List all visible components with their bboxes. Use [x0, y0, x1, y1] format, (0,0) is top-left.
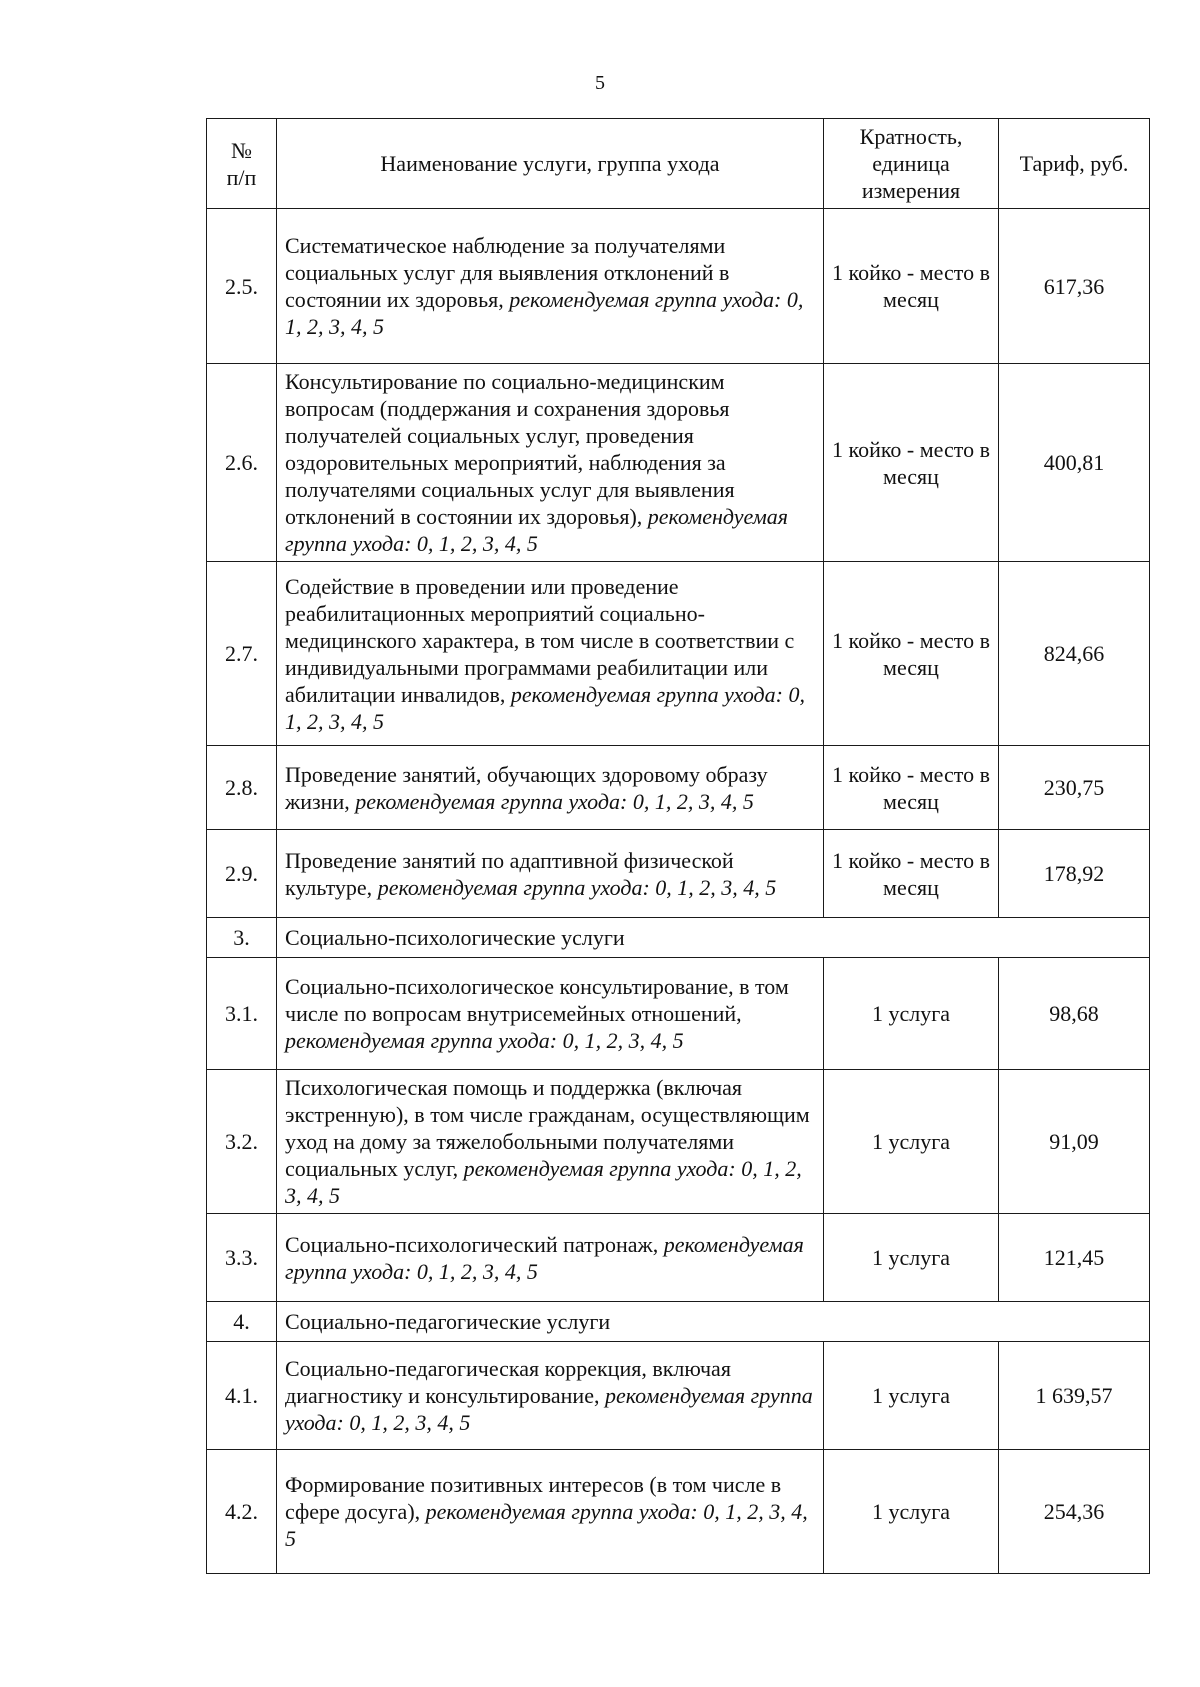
section-row	[207, 918, 1150, 958]
service-name: Социально-педагогическая коррекция, включая диагностику и консультирование,	[285, 1356, 731, 1408]
row-num: 2.5.	[207, 209, 277, 364]
row-tariff: 230,75	[999, 746, 1150, 830]
care-group: рекомендуемая группа ухода: 0, 1, 2, 3, 4, 5	[285, 1231, 804, 1284]
row-tariff: 91,09	[999, 1070, 1150, 1214]
service-name: Социально-психологический патронаж,	[285, 1231, 664, 1257]
row-name	[277, 1070, 824, 1214]
table-row	[207, 746, 1150, 830]
row-tariff: 400,81	[999, 364, 1150, 562]
row-tariff: 617,36	[999, 209, 1150, 364]
row-tariff: 1 639,57	[999, 1342, 1150, 1450]
table-row	[207, 209, 1150, 364]
service-name: Психологическая помощь и поддержка (включая экстренную), в том числе гражданам, осуществляющим уход на дому за тяжелобольными получателями социальных услуг,	[285, 1075, 810, 1181]
row-name	[277, 1342, 824, 1450]
row-unit: 1 койко - место в месяц	[824, 562, 999, 746]
row-name	[277, 1450, 824, 1574]
page-number: 5	[595, 72, 605, 94]
table-header-row	[207, 119, 1150, 209]
service-name: Проведение занятий, обучающих здоровому образу жизни,	[285, 761, 768, 814]
row-unit: 1 койко - место в месяц	[824, 209, 999, 364]
row-tariff: 254,36	[999, 1450, 1150, 1574]
row-name	[277, 958, 824, 1070]
row-unit: 1 койко - место в месяц	[824, 830, 999, 918]
section-row	[207, 1302, 1150, 1342]
table-row	[207, 364, 1150, 562]
care-group: рекомендуемая группа ухода: 0, 1, 2, 3, 4, 5	[285, 1156, 802, 1208]
care-group: рекомендуемая группа ухода: 0, 1, 2, 3, 4, 5	[285, 1383, 813, 1435]
row-name	[277, 364, 824, 562]
row-num: 2.9.	[207, 830, 277, 918]
care-group: рекомендуемая группа ухода: 0, 1, 2, 3, 4, 5	[355, 788, 754, 814]
row-name	[277, 746, 824, 830]
row-num: 4.1.	[207, 1342, 277, 1450]
row-tariff: 121,45	[999, 1214, 1150, 1302]
header-name: Наименование услуги, группа ухода	[277, 119, 824, 209]
row-num: 4.2.	[207, 1450, 277, 1574]
row-unit: 1 койко - место в месяц	[824, 364, 999, 562]
service-name: Социально-психологическое консультирование, в том числе по вопросам внутрисемейных отношений,	[285, 974, 789, 1026]
table-row	[207, 1342, 1150, 1450]
care-group: рекомендуемая группа ухода: 0, 1, 2, 3, 4, 5	[285, 504, 788, 556]
row-num: 2.7.	[207, 562, 277, 746]
row-num: 2.6.	[207, 364, 277, 562]
care-group: рекомендуемая группа ухода: 0, 1, 2, 3, 4, 5	[285, 1499, 808, 1551]
row-unit: 1 койко - место в месяц	[824, 746, 999, 830]
row-unit: 1 услуга	[824, 1070, 999, 1214]
row-unit: 1 услуга	[824, 1214, 999, 1302]
row-name	[277, 209, 824, 364]
table-row	[207, 1450, 1150, 1574]
care-group: рекомендуемая группа ухода: 0, 1, 2, 3, 4, 5	[377, 874, 777, 900]
row-unit: 1 услуга	[824, 1450, 999, 1574]
row-unit: 1 услуга	[824, 958, 999, 1070]
row-tariff: 98,68	[999, 958, 1150, 1070]
care-group: рекомендуемая группа ухода: 0, 1, 2, 3, 4, 5	[285, 287, 804, 339]
section-num: 3.	[207, 918, 277, 958]
row-name	[277, 830, 824, 918]
header-unit: Кратность, единица измерения	[824, 119, 999, 209]
row-name	[277, 562, 824, 746]
row-num: 2.8.	[207, 746, 277, 830]
header-tariff: Тариф, руб.	[999, 119, 1150, 209]
table-row	[207, 1070, 1150, 1214]
care-group: рекомендуемая группа ухода: 0, 1, 2, 3, 4, 5	[285, 1028, 684, 1053]
table-row	[207, 830, 1150, 918]
table-row	[207, 562, 1150, 746]
care-group: рекомендуемая группа ухода: 0, 1, 2, 3, 4, 5	[285, 681, 805, 734]
section-title: Социально-педагогические услуги	[277, 1302, 1150, 1342]
service-name: Консультирование по социально-медицинским вопросам (поддержания и сохранения здоровья получателей социальных услуг, проведения оздоровительных мероприятий, наблюдения за получателями социальных услуг для выявления отклонений в состоянии их здоровья),	[285, 369, 735, 529]
row-tariff: 824,66	[999, 562, 1150, 746]
section-title: Социально-психологические услуги	[277, 918, 1150, 958]
service-name: Проведение занятий по адаптивной физической культуре,	[285, 847, 734, 900]
tariff-table	[206, 118, 1150, 1574]
row-unit: 1 услуга	[824, 1342, 999, 1450]
row-num: 3.3.	[207, 1214, 277, 1302]
section-num: 4.	[207, 1302, 277, 1342]
row-tariff: 178,92	[999, 830, 1150, 918]
service-name: Содействие в проведении или проведение реабилитационных мероприятий социально-медицинского характера, в том числе в соответствии с индивидуальными программами реабилитации или абилитации инвалидов,	[285, 573, 795, 707]
service-name: Формирование позитивных интересов (в том числе в сфере досуга),	[285, 1472, 782, 1524]
row-num: 3.1.	[207, 958, 277, 1070]
header-num: № п/п	[207, 119, 277, 209]
service-name: Систематическое наблюдение за получателями социальных услуг для выявления отклонений в состоянии их здоровья,	[285, 233, 730, 312]
row-name	[277, 1214, 824, 1302]
table-row	[207, 958, 1150, 1070]
row-num: 3.2.	[207, 1070, 277, 1214]
table-row	[207, 1214, 1150, 1302]
